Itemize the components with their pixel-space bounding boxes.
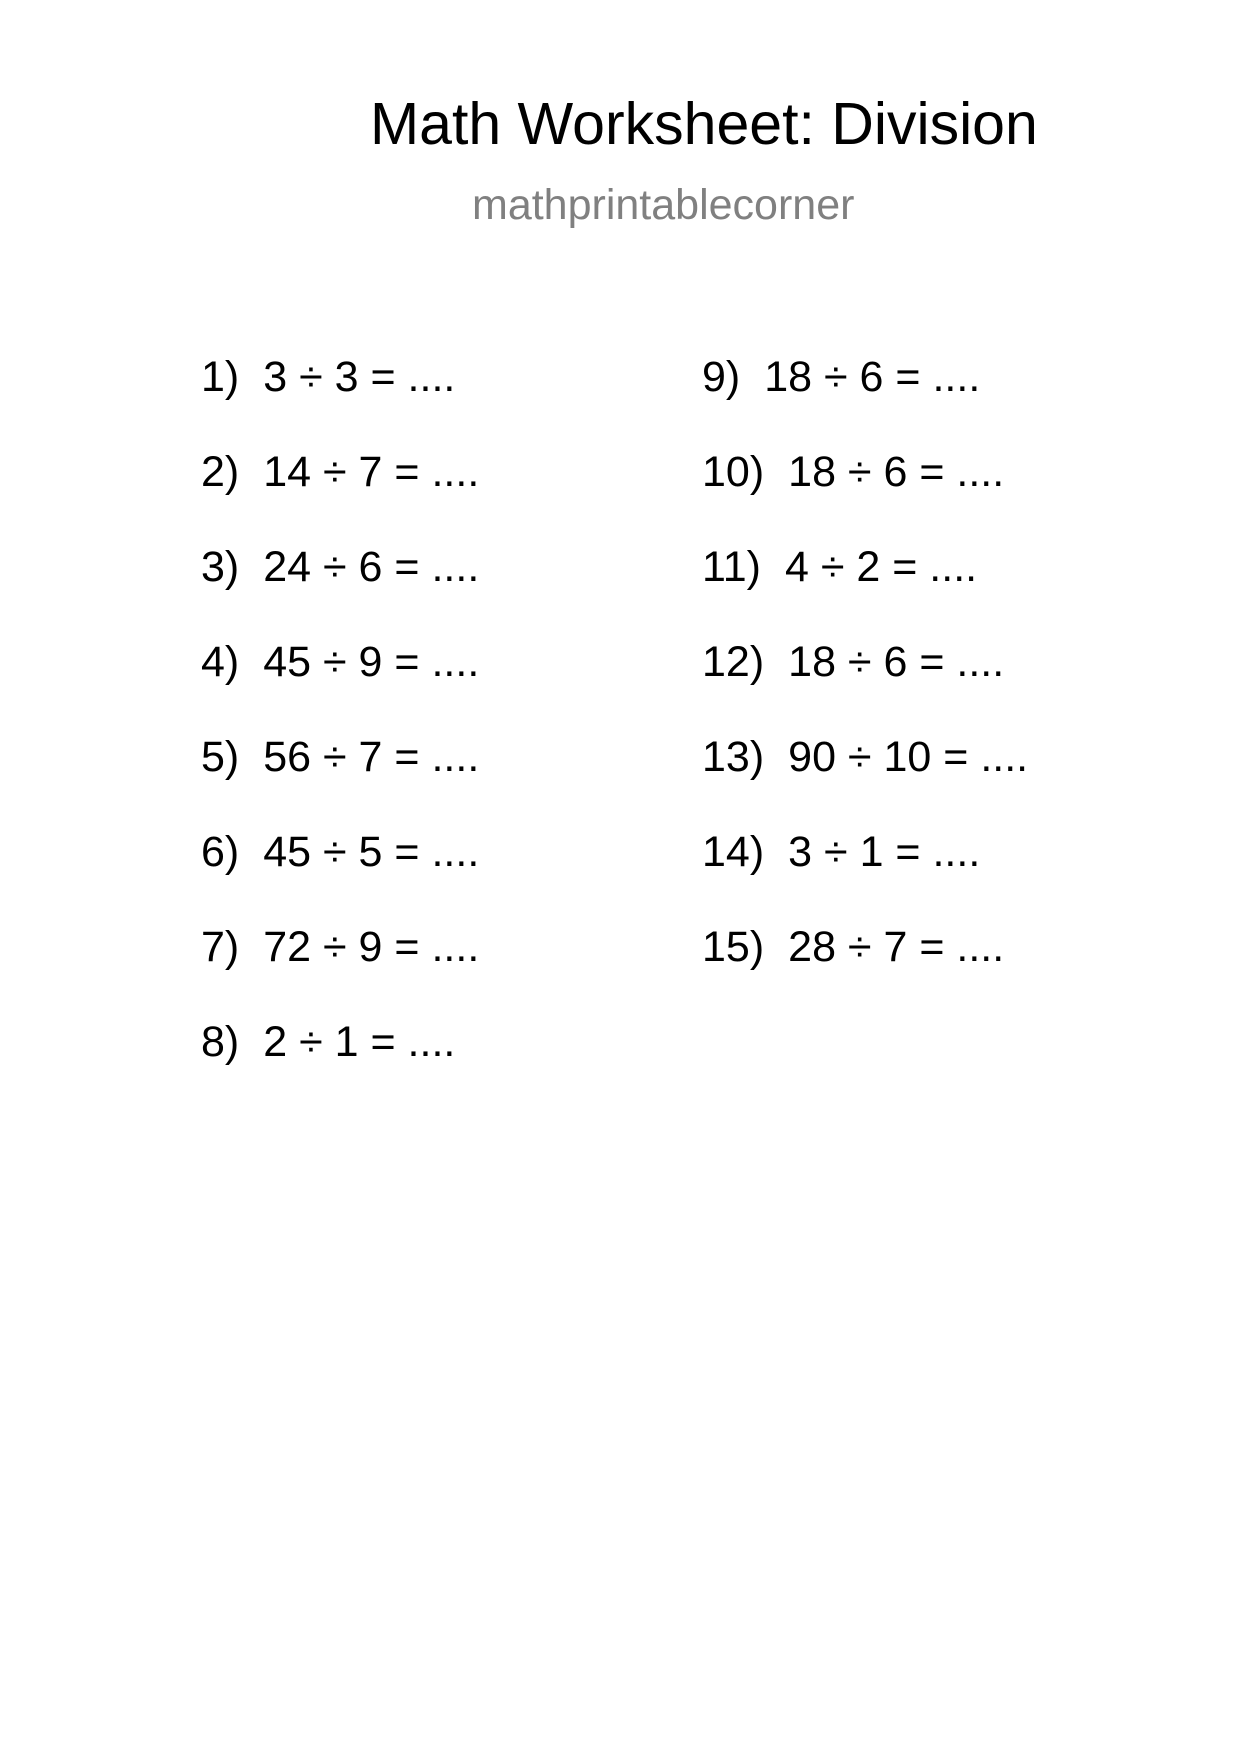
problem-expression: 56 ÷ 7 = .... [263,733,480,781]
problem-number: 1) [201,353,240,401]
problem-item [702,543,978,591]
problem-item [201,543,480,591]
problem-number: 11) [702,543,761,591]
problem-item [201,353,456,401]
problem-expression: 3 ÷ 1 = .... [788,828,981,876]
problem-item [201,448,480,496]
problem-number: 7) [201,923,240,971]
problem-number: 8) [201,1018,240,1066]
problem-number: 14) [702,828,765,876]
problem-expression: 72 ÷ 9 = .... [263,923,480,971]
problem-number: 10) [702,448,765,496]
problem-item [702,923,1005,971]
problem-item [201,638,480,686]
problem-number: 4) [201,638,240,686]
problem-number: 15) [702,923,765,971]
problem-item [201,923,480,971]
problem-number: 3) [201,543,240,591]
problem-item [201,733,480,781]
problem-expression: 3 ÷ 3 = .... [263,353,456,401]
problem-item [201,828,480,876]
problem-number: 5) [201,733,240,781]
page-title: Math Worksheet: Division [370,91,1038,157]
problem-item [702,448,1005,496]
problem-number: 12) [702,638,765,686]
problem-expression: 45 ÷ 5 = .... [263,828,480,876]
problem-expression: 2 ÷ 1 = .... [263,1018,456,1066]
problem-expression: 18 ÷ 6 = .... [788,448,1005,496]
problem-item [702,733,1029,781]
problem-item [702,638,1005,686]
problem-item [702,353,981,401]
problem-expression: 24 ÷ 6 = .... [263,543,480,591]
problem-item [702,828,981,876]
problem-expression: 4 ÷ 2 = .... [784,543,978,591]
problem-expression: 14 ÷ 7 = .... [263,448,480,496]
page-subtitle: mathprintablecorner [472,181,855,229]
problem-expression: 18 ÷ 6 = .... [764,353,981,401]
problem-expression: 90 ÷ 10 = .... [788,733,1029,781]
problem-number: 2) [201,448,240,496]
problem-number: 9) [702,353,741,401]
problem-expression: 18 ÷ 6 = .... [788,638,1005,686]
problem-expression: 45 ÷ 9 = .... [263,638,480,686]
problem-expression: 28 ÷ 7 = .... [788,923,1005,971]
problem-number: 13) [702,733,765,781]
problem-item [201,1018,456,1066]
problem-number: 6) [201,828,240,876]
